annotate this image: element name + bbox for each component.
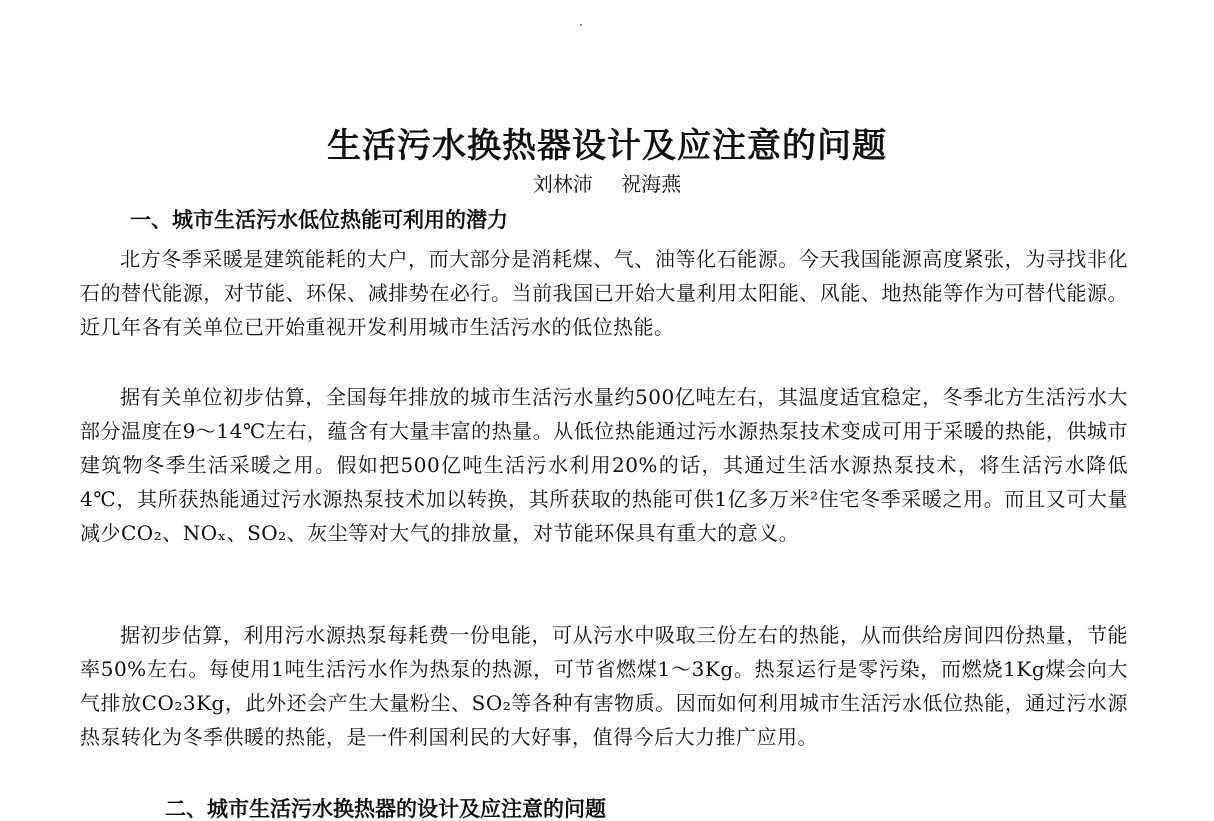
paragraph: 据初步估算，利用污水源热泵每耗费一份电能，可从污水中吸取三份左右的热能，从而供给房间四份热量，节能率50%左右。每使用1吨生活污水作为热泵的热源，可节省燃煤1～3Kg。热泵运行是零污染，而燃烧1Kg煤会向大气排放CO₂3Kg，此外还会产生大量粉尘、SO₂等各种有害物质。因而如何利用城市生活污水低位热能，通过污水源热泵转化为冬季供暖的热能，是一件利国利民的大好事，值得今后大力推广应用。 xyxy=(80,623,1128,749)
cutoff-section-heading: 二、城市生活污水换热器的设计及应注意的问题 xyxy=(165,797,606,821)
document-title: 生活污水换热器设计及应注意的问题 xyxy=(327,126,887,166)
paragraph: 据有关单位初步估算，全国每年排放的城市生活污水量约500亿吨左右，其温度适宜稳定，冬季北方生活污水大部分温度在9～14℃左右，蕴含有大量丰富的热量。从低位热能通过污水源热泵技术变成可用于采暖的热能，供城市建筑物冬季生活采暖之用。假如把500亿吨生活污水利用20%的话，其通过生活水源热泵技术，将生活污水降低4℃，其所获热能通过污水源热泵技术加以转换，其所获取的热能可供1亿多万米²住宅冬季采暖之用。而且又可大量减少CO₂、NOₓ、SO₂、灰尘等对大气的排放量，对节能环保具有重大的意义。 xyxy=(80,385,1128,545)
section-heading: 一、城市生活污水低位热能可利用的潜力 xyxy=(130,208,508,232)
author-name: 祝海燕 xyxy=(621,172,682,196)
author-name: 刘林沛 xyxy=(532,172,593,196)
paragraph: 北方冬季采暖是建筑能耗的大户，而大部分是消耗煤、气、油等化石能源。今天我国能源高度紧张，为寻找非化石的替代能源，对节能、环保、减排势在必行。当前我国已开始大量利用太阳能、风能、地热能等作为可替代能源。近几年各有关单位已开始重视开发利用城市生活污水的低位热能。 xyxy=(80,247,1128,339)
